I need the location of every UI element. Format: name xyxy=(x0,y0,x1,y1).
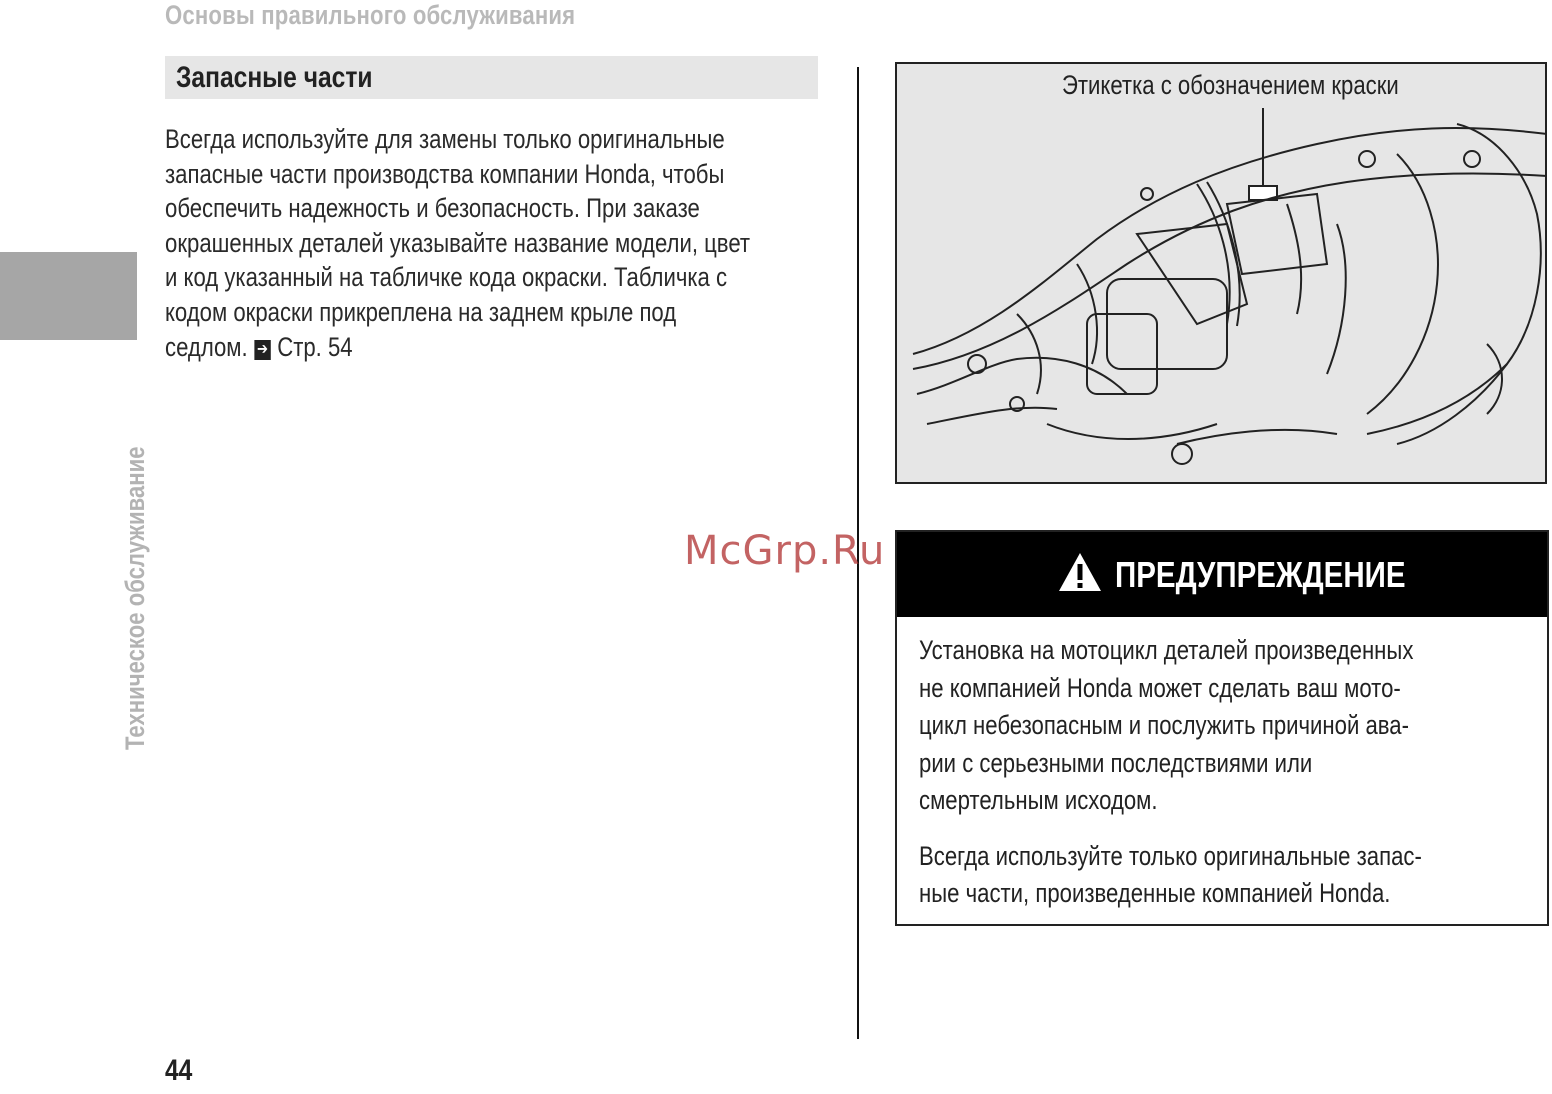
warning-header xyxy=(897,532,1547,617)
warning-line: Всегда используйте только оригинальные запас- xyxy=(919,840,1422,871)
chapter-side-label: Техническое обслуживание xyxy=(120,446,150,750)
watermark: McGrp.Ru xyxy=(684,528,886,574)
section-title: Запасные части xyxy=(176,61,373,94)
paint-label-figure xyxy=(895,62,1547,484)
section-header-bar xyxy=(165,56,818,99)
running-head: Основы правильного обслуживания xyxy=(165,0,576,30)
warning-line: ные части, произведенные компанией Honda. xyxy=(919,878,1391,908)
paint-label-callout: Этикетка с обозначением краски xyxy=(1062,70,1399,100)
body-line: окрашенных деталей указывайте название модели, цвет xyxy=(165,227,751,258)
warning-title: ПРЕДУПРЕЖДЕНИЕ xyxy=(1115,554,1406,595)
body-line: Всегда используйте для замены только оригинальные xyxy=(165,124,725,154)
body-line: седлом. xyxy=(165,331,248,362)
section-body xyxy=(165,122,846,364)
warning-line: рии с серьезными последствиями или xyxy=(919,747,1313,778)
body-line: обеспечить надежность и безопасность. При заказе xyxy=(165,193,700,224)
warning-line: смертельным исходом. xyxy=(919,785,1158,815)
page-number: 44 xyxy=(165,1054,193,1087)
warning-box xyxy=(895,530,1549,926)
page-reference-arrow-icon: ➔ xyxy=(254,340,270,360)
paragraph-gap xyxy=(919,820,1422,838)
page-reference-link[interactable]: Стр. 54 xyxy=(277,331,353,362)
warning-line: цикл небезопасным и послужить причиной ава- xyxy=(919,710,1409,740)
body-line-last xyxy=(165,330,846,365)
warning-triangle-icon xyxy=(1057,551,1103,593)
warning-line: Установка на мотоцикл деталей произведенных xyxy=(919,635,1414,665)
motorcycle-rear-illustration xyxy=(897,64,1547,484)
body-line: и код указанный на табличке кода окраски. Табличка с xyxy=(165,262,728,293)
body-line: кодом окраски прикреплена на заднем крыле под xyxy=(165,296,677,327)
warning-body xyxy=(919,632,1422,913)
warning-line: не компанией Honda может сделать ваш мото- xyxy=(919,672,1401,703)
body-line: запасные части производства компании Honda, чтобы xyxy=(165,158,725,189)
chapter-tab xyxy=(0,252,137,340)
